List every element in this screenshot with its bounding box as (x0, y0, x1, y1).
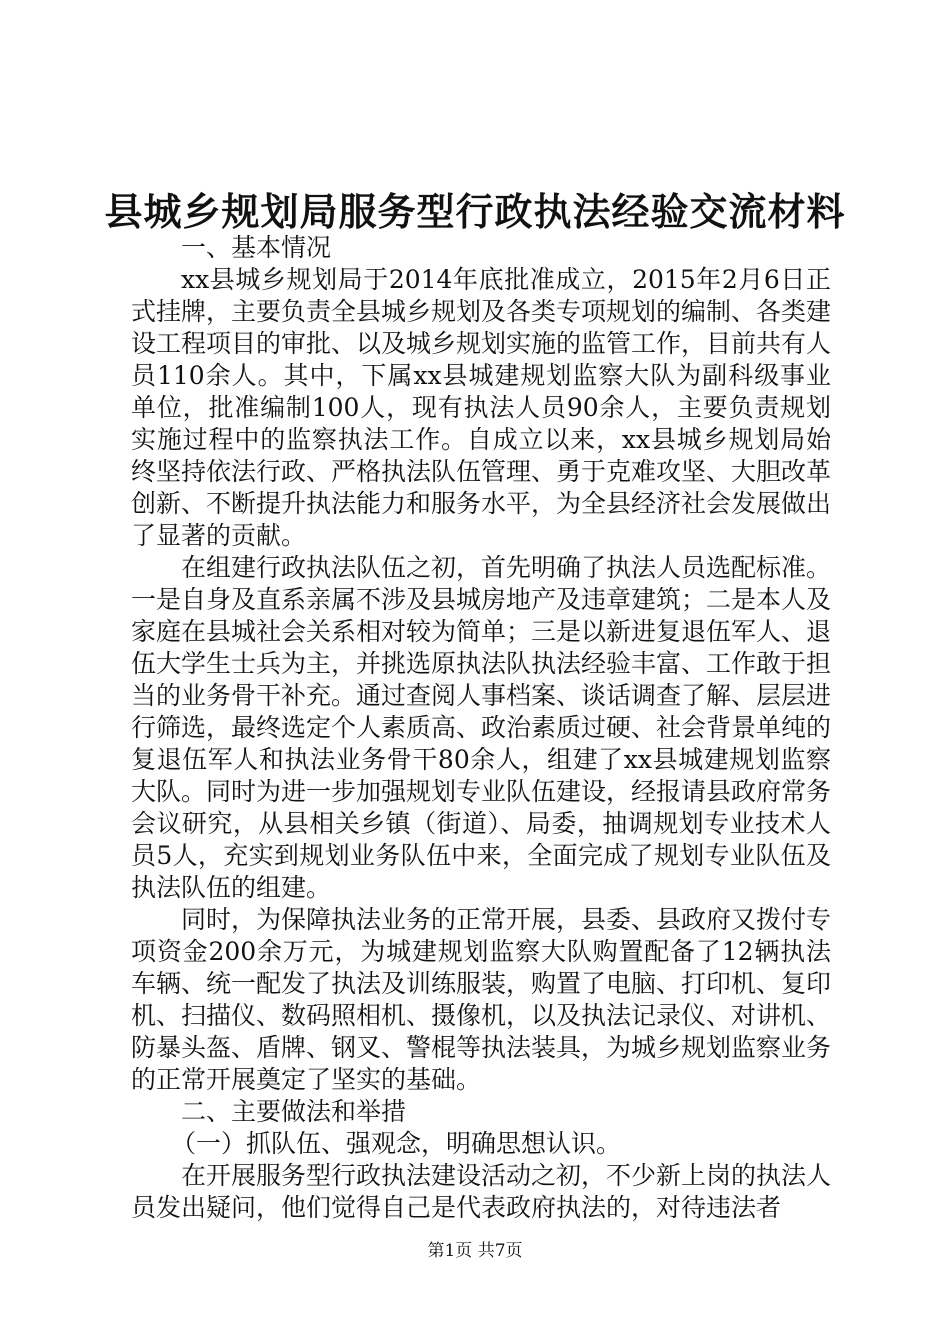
paragraph: xx县城乡规划局于2014年底批准成立，2015年2月6日正式挂牌，主要负责全县城乡规划及各类专项规划的编制、各类建设工程项目的审批、以及城乡规划实施的监管工作，目前共有人员110余人。其中，下属xx县城建规划监察大队为副科级事业单位，批准编制100人，现有执法人员90余人，主要负责规划实施过程中的监察执法工作。自成立以来，xx县城乡规划局始终坚持依法行政、严格执法队伍管理、勇于克难攻坚、大胆改革创新、不断提升执法能力和服务水平，为全县经济社会发展做出了显著的贡献。 (131, 265, 832, 550)
subsection-heading: （一）抓队伍、强观念，明确思想认识。 (171, 1129, 622, 1158)
paragraph: 在组建行政执法队伍之初，首先明确了执法人员选配标准。一是自身及直系亲属不涉及县城房地产及违章建筑；二是本人及家庭在县城社会关系相对较为简单；三是以新进复退伍军人、退伍大学生士兵为主，并挑选原执法队执法经验丰富、工作敢于担当的业务骨干补充。通过查阅人事档案、谈话调查了解、层层进行筛选，最终选定个人素质高、政治素质过硬、社会背景单纯的复退伍军人和执法业务骨干80余人，组建了xx县城建规划监察大队。同时为进一步加强规划专业队伍建设，经报请县政府常务会议研究，从县相关乡镇（街道）、局委，抽调规划专业技术人员5人，充实到规划业务队伍中来，全面完成了规划专业队伍及执法队伍的组建。 (131, 553, 832, 902)
document-body (131, 232, 831, 1224)
paragraph: 同时，为保障执法业务的正常开展，县委、县政府又拨付专项资金200余万元，为城建规划监察大队购置配备了12辆执法车辆、统一配发了执法及训练服装，购置了电脑、打印机、复印机、扫描仪、数码照相机、摄像机，以及执法记录仪、对讲机、防暴头盔、盾牌、钢叉、警棍等执法装具，为城乡规划监察业务的正常开展奠定了坚实的基础。 (131, 905, 832, 1094)
section-heading: 二、主要做法和举措 (181, 1097, 407, 1126)
document-title: 县城乡规划局服务型行政执法经验交流材料 (104, 189, 846, 234)
paragraph: 在开展服务型行政执法建设活动之初，不少新上岗的执法人员发出疑问，他们觉得自己是代表政府执法的，对待违法者 (131, 1161, 832, 1222)
page-number-footer: 第1页 共7页 (427, 1241, 523, 1261)
section-heading: 一、基本情况 (181, 233, 332, 262)
